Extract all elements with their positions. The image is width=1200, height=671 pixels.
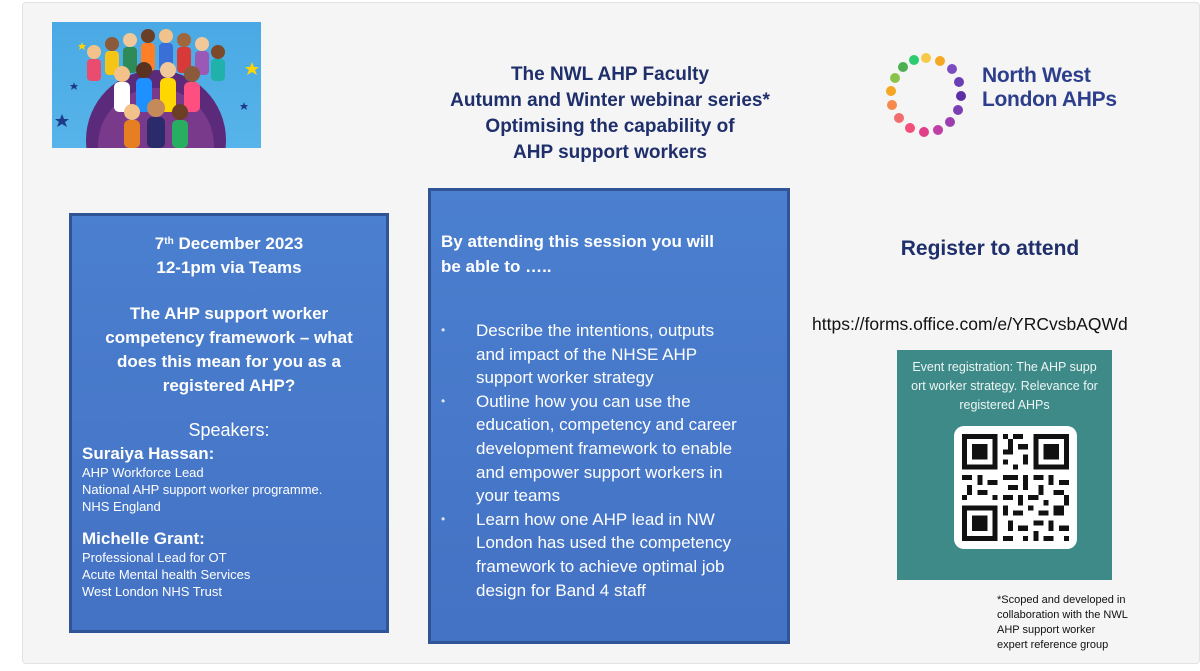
dot-ring-logo-icon <box>880 50 976 146</box>
speaker-2-role: Professional Lead for OT <box>82 550 227 565</box>
hero-image <box>52 22 261 148</box>
session-question: The AHP support worker competency framework – what does this mean for you as a registered AHP? <box>105 304 353 395</box>
outcome-item: • Outline how you can use the education, competency and career development framework to enable and empower support workers in your teams <box>441 391 737 506</box>
speaker-1-name: Suraiya Hassan: <box>82 444 215 463</box>
registration-url-link[interactable]: https://forms.office.com/e/YRCvsbAQWd <box>812 314 1128 334</box>
speaker-1-programme: National AHP support worker programme. <box>82 482 323 497</box>
session-details-box <box>69 213 389 633</box>
title-line-3: Optimising the capability of <box>485 116 735 137</box>
logo-line-1: North West <box>982 64 1091 87</box>
bullet-icon: • <box>441 323 446 337</box>
outcomes-heading: By attending this session you will be able to ….. <box>441 232 714 276</box>
qr-card-caption: Event registration: The AHP supp ort worker strategy. Relevance for registered AHPs <box>911 360 1098 412</box>
title-line-4: AHP support workers <box>513 142 707 163</box>
speaker-1-role: AHP Workforce Lead <box>82 465 204 480</box>
webinar-title <box>400 62 820 166</box>
register-heading: Register to attend <box>900 237 1080 260</box>
speaker-2-organisation: West London NHS Trust <box>82 584 222 599</box>
nwl-ahp-logo <box>880 50 1150 140</box>
speaker-2-service: Acute Mental health Services <box>82 567 251 582</box>
session-time: 12-1pm via Teams <box>156 258 302 277</box>
bullet-icon: • <box>441 393 446 408</box>
session-date: 7th December 2023 <box>154 234 304 253</box>
logo-line-2: London AHPs <box>982 88 1117 111</box>
speaker-2-name: Michelle Grant: <box>82 529 205 548</box>
speakers-label: Speakers: <box>188 420 270 440</box>
qr-code-icon <box>962 434 1069 541</box>
speaker-1-organisation: NHS England <box>82 499 161 514</box>
footnote: *Scoped and developed in collaboration with the NWL AHP support worker expert reference group <box>997 594 1128 651</box>
people-group-icon <box>52 22 261 148</box>
logo-text <box>982 64 1117 112</box>
outcomes-list <box>441 319 777 602</box>
outcome-item: • Describe the intentions, outputs and impact of the NHSE AHP support worker strategy <box>441 321 715 388</box>
qr-code[interactable] <box>954 426 1077 549</box>
title-line-2: Autumn and Winter webinar series* <box>450 90 770 111</box>
outcome-item: • Learn how one AHP lead in NW London has used the competency framework to achieve optimal job design for Band 4 staff <box>441 509 732 600</box>
learning-outcomes-box <box>428 188 790 644</box>
title-line-1: The NWL AHP Faculty <box>510 64 710 85</box>
registration-qr-card[interactable] <box>897 350 1112 580</box>
bullet-icon: • <box>441 511 446 526</box>
